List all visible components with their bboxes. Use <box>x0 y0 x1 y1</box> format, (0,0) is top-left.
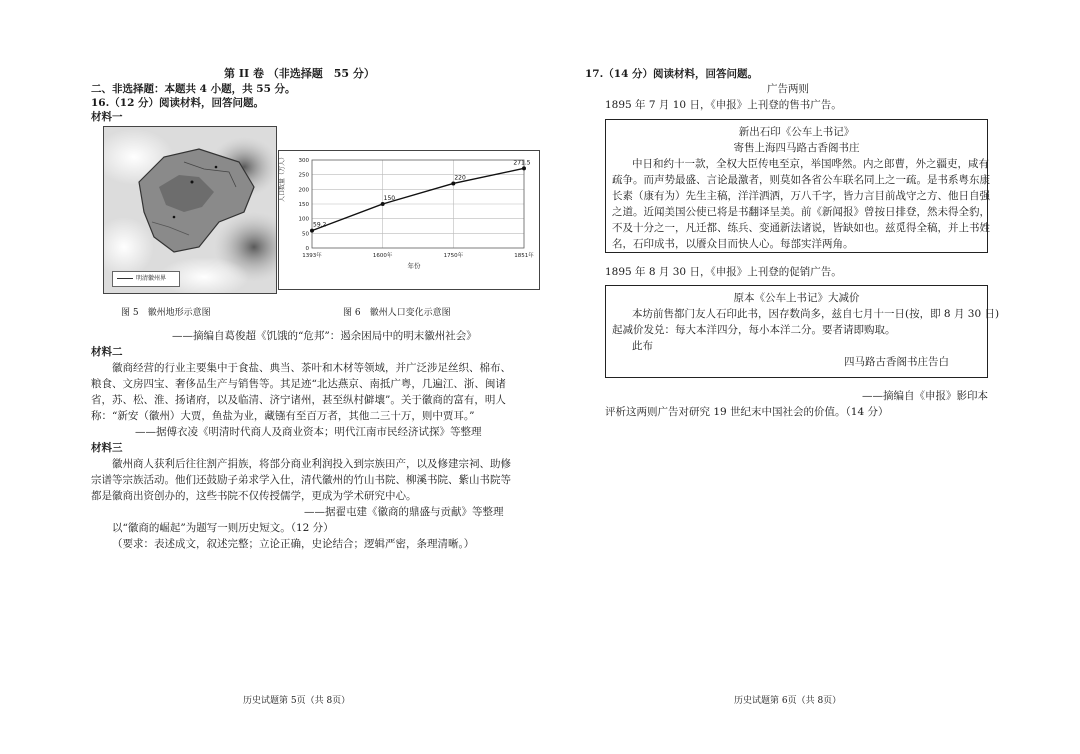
question-16-task: 以“徽商的崛起”为题写一则历史短文。（12 分） <box>112 522 334 534</box>
page-5-footer: 历史试题第 5页（共 8页） <box>243 696 351 706</box>
x-tick-label: 1393年 <box>302 253 322 259</box>
material-2-line-1: 徽商经营的行业主要集中于食盐、典当、茶叶和木材等领域，并广泛涉足丝织、棉布、 <box>112 362 511 374</box>
question-17-task: 评析这两则广告对研究 19 世纪末中国社会的价值。（14 分） <box>605 406 889 418</box>
source-3: ——据翟屯建《徽商的鼎盛与贡献》等整理 <box>304 506 504 518</box>
y-tick-label: 0 <box>305 246 309 252</box>
data-point <box>522 166 526 170</box>
question-17: 17.（14 分）阅读材料，回答问题。 <box>585 68 759 80</box>
source-ads: ——摘编自《申报》影印本 <box>862 390 988 402</box>
map-legend <box>112 271 180 287</box>
ad-2-line-2: 起减价发兑：每大本洋四分，每小本洋二分。要者请即购取。 <box>612 324 896 336</box>
material-2-line-2: 粮食、文房四宝、奢侈品生产与销售等。其足迹“北达燕京、南抵广粤，几遍江、浙、闽诸 <box>91 378 506 390</box>
x-tick-label: 1750年 <box>443 253 464 259</box>
ad-1-heading-2: 寄售上海四马路古香阁书庄 <box>733 142 860 154</box>
data-label: 150 <box>383 195 396 202</box>
ad-1-heading-1: 新出石印《公车上书记》 <box>738 126 855 138</box>
ad-1-line-5: 不及十分之一，凡迁都、练兵、变通新法诸说，皆缺如也。兹觅得全稿，并上书姓 <box>612 222 990 234</box>
material-3-line-3: 都是徽商出资创办的，这些书院不仅传授儒学，更成为学术研究中心。 <box>91 490 417 502</box>
section-subtitle: 二、非选择题：本题共 4 小题，共 55 分。 <box>91 83 296 95</box>
ad-2-heading: 原本《公车上书记》大减价 <box>733 292 860 304</box>
data-point <box>451 181 455 185</box>
ad-2-intro: 1895 年 8 月 30 日，《申报》上刊登的促销广告。 <box>605 266 842 278</box>
map-legend-label: 明清徽州界 <box>136 275 167 282</box>
figure-6-caption: 图 6 徽州人口变化示意图 <box>343 308 451 318</box>
ad-1-intro: 1895 年 7 月 10 日，《申报》上刊登的售书广告。 <box>605 99 842 111</box>
ad-1-line-4: 之道。近闻美国公使已将是书翻译呈美。前《新闻报》曾按日排登，然未得全豹， <box>612 206 990 218</box>
ad-1-line-1: 中日和约十一款，全权大臣传电至京，举国哗然。内之郎曹，外之疆吏，咸有 <box>632 158 989 170</box>
material-1-label: 材料一 <box>91 111 123 123</box>
y-tick-label: 200 <box>298 187 309 194</box>
source-1: ——摘编自葛俊超《饥饿的“危邦”：遏余困局中的明末徽州社会》 <box>172 330 477 342</box>
ad-2-signature: 四马路古香阁书庄告白 <box>844 356 949 368</box>
material-2-line-3: 省，苏、松、淮、扬诸府，以及临清、济宁诸州，甚至纵村僻壤”。关于徽商的富有，明人 <box>91 394 506 406</box>
ad-1-line-2: 疏争。而声势最盛、言论最激者，则莫如各省公车联名同上之一疏。是书系粤东康 <box>612 174 990 186</box>
ads-title: 广告两则 <box>767 83 809 95</box>
data-point <box>310 229 314 233</box>
y-axis-label: 人口数量（万人） <box>279 153 286 203</box>
question-16-requirements: （要求：表述成文，叙述完整；立论正确，史论结合；逻辑严密，条理清晰。） <box>112 538 475 550</box>
ad-2-line-1: 本坊前售都门友人石印此书，因存数尚多，兹自七月十一日(按，即 8 月 30 日) <box>632 308 1000 320</box>
material-2-line-4: 称：“新安（徽州）大贾，鱼盐为业，藏镪有至百万者，其他二三十万，则中贾耳。” <box>91 410 475 422</box>
population-chart <box>278 150 540 290</box>
data-label: 220 <box>454 174 466 182</box>
y-tick-label: 250 <box>298 172 309 179</box>
question-16: 16.（12 分）阅读材料，回答问题。 <box>91 97 265 109</box>
huizhou-terrain-map <box>103 126 277 294</box>
data-label: 271.5 <box>513 159 531 167</box>
data-label: 59.2 <box>313 221 327 229</box>
data-point <box>381 202 385 206</box>
y-tick-label: 50 <box>302 231 309 238</box>
source-2: ——据傅衣凌《明清时代商人及商业资本；明代江南市民经济试探》等整理 <box>135 426 482 438</box>
page-6-footer: 历史试题第 6页（共 8页） <box>734 696 842 706</box>
ad-2-line-3: 此布 <box>632 340 653 352</box>
figure-5-caption: 图 5 徽州地形示意图 <box>121 308 211 318</box>
ad-1-line-3: 长素（康有为）先生主稿，洋洋洒洒，万八千字，皆力言目前战守之方、他日自强 <box>612 190 990 202</box>
material-3-line-1: 徽州商人获利后往往割产捐族，将部分商业利润投入到宗族田产，以及修建宗祠、助修 <box>112 458 511 470</box>
x-axis-label: 年份 <box>407 262 421 270</box>
material-2-label: 材料二 <box>91 346 123 358</box>
x-tick-label: 1851年 <box>514 253 534 259</box>
y-tick-label: 100 <box>298 216 309 223</box>
boundary-line-icon <box>117 278 133 279</box>
section-title: 第 II 卷 （非选择题 55 分） <box>224 67 375 80</box>
x-tick-label: 1600年 <box>372 253 393 259</box>
material-3-label: 材料三 <box>91 442 123 454</box>
y-tick-label: 300 <box>298 158 309 164</box>
ad-1-line-6: 名，石印成书，以餍众目而快人心。每部实洋两角。 <box>612 238 854 250</box>
terrain-map-image <box>104 127 276 293</box>
y-tick-label: 150 <box>298 202 309 208</box>
material-3-line-2: 宗谱等宗族活动。他们还鼓励子弟求学入仕，清代徽州的竹山书院、柳溪书院、紫山书院等 <box>91 474 511 486</box>
